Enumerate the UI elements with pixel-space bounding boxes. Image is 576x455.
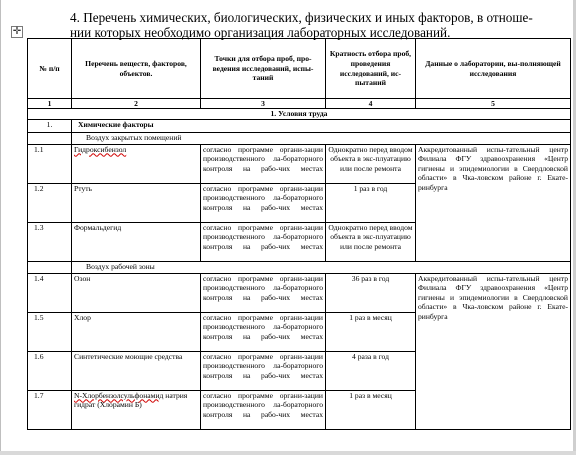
row-frequency: 1 раз в месяц — [326, 390, 416, 429]
row-sampling-point: согласно программе органи-зации производственного ла-бораторного контроля на рабо-чих местах — [201, 222, 326, 261]
section-row — [28, 109, 571, 120]
header-substances: Перечень веществ, факторов, объектов. — [72, 39, 201, 99]
factors-table — [27, 38, 571, 430]
header-num: № п/п — [28, 39, 72, 99]
row-substance: N-Хлорбензолсульфонамид натрия гидрат (Хлорамин Б) — [72, 390, 201, 429]
row-frequency: 36 раз в год — [326, 273, 416, 312]
row-num: 1.5 — [28, 312, 72, 351]
row-frequency: Однократно перед вводом объекта в экс-плуатацию или после ремонта — [326, 222, 416, 261]
category-num: 1. — [28, 119, 72, 132]
row-substance: Хлор — [72, 312, 201, 351]
col-number: 2 — [72, 99, 201, 109]
row-substance: Формальдегид — [72, 222, 201, 261]
row-substance: Озон — [72, 273, 201, 312]
laboratory-cell: Аккредитованный испы-тательный центр Филиала ФГУ здравоохранения «Центр гигиены и эпидемиологии в Свердловской области» в Чка-ловском районе г. Екате-ринбурга — [416, 144, 571, 261]
col-number: 4 — [326, 99, 416, 109]
category-row — [28, 119, 571, 132]
heading-line-1: 4. Перечень химических, биологических, физических и иных факторов, в отноше- — [70, 10, 533, 25]
group-row — [28, 132, 571, 144]
row-num: 1.2 — [28, 183, 72, 222]
group-row — [28, 261, 571, 273]
row-sampling-point: согласно программе органи-зации производственного ла-бораторного контроля на рабо-чих местах — [201, 312, 326, 351]
section-title: 1. Условия труда — [28, 109, 571, 120]
header-frequency: Кратность отбора проб, проведения исследований, ис-пытаний — [326, 39, 416, 99]
row-sampling-point: согласно программе органи-зации производственного ла-бораторного контроля на рабо-чих местах — [201, 390, 326, 429]
row-substance: Синтетические моющие средства — [72, 351, 201, 390]
col-number: 5 — [416, 99, 571, 109]
row-num: 1.1 — [28, 144, 72, 183]
row-num: 1.6 — [28, 351, 72, 390]
col-number: 3 — [201, 99, 326, 109]
row-num: 1.3 — [28, 222, 72, 261]
group-label: Воздух рабочей зоны — [72, 261, 571, 273]
row-frequency: Однократно перед вводом объекта в экс-плуатацию или после ремонта — [326, 144, 416, 183]
row-sampling-point: согласно программе органи-зации производственного ла-бораторного контроля на рабо-чих местах — [201, 144, 326, 183]
group-label: Воздух закрытых помещений — [72, 132, 571, 144]
row-num: 1.7 — [28, 390, 72, 429]
row-frequency: 1 раз в месяц — [326, 312, 416, 351]
row-substance: Ртуть — [72, 183, 201, 222]
table-row — [28, 273, 571, 312]
table-row — [28, 144, 571, 183]
col-number: 1 — [28, 99, 72, 109]
table-header-row — [28, 39, 571, 99]
heading-line-2: нии которых необходимо организация лабораторных исследований. — [70, 25, 451, 40]
row-sampling-point: согласно программе органи-зации производственного ла-бораторного контроля на рабо-чих местах — [201, 351, 326, 390]
table-move-handle-icon[interactable]: ✛ — [12, 26, 22, 37]
row-num: 1.4 — [28, 273, 72, 312]
row-frequency: 4 раза в год — [326, 351, 416, 390]
laboratory-cell: Аккредитованный испы-тательный центр Филиала ФГУ здравоохранения «Центр гигиены и эпидемиологии в Свердловской области» в Чка-ловском районе г. Екате-ринбурга — [416, 273, 571, 429]
column-numbers-row — [28, 99, 571, 109]
row-frequency: 1 раз в год — [326, 183, 416, 222]
row-substance: Гидроксибензол — [72, 144, 201, 183]
row-sampling-point: согласно программе органи-зации производственного ла-бораторного контроля на рабо-чих местах — [201, 273, 326, 312]
header-laboratory: Данные о лаборатории, вы-полняющей исследования — [416, 39, 571, 99]
category-name: Химические факторы — [72, 119, 571, 132]
header-sampling-points: Точки для отбора проб, про-ведения исследований, испы-таний — [201, 39, 326, 99]
page-bottom-edge — [0, 451, 576, 455]
row-sampling-point: согласно программе органи-зации производственного ла-бораторного контроля на рабо-чих местах — [201, 183, 326, 222]
section-heading — [70, 10, 560, 40]
page-left-edge — [0, 0, 1, 455]
